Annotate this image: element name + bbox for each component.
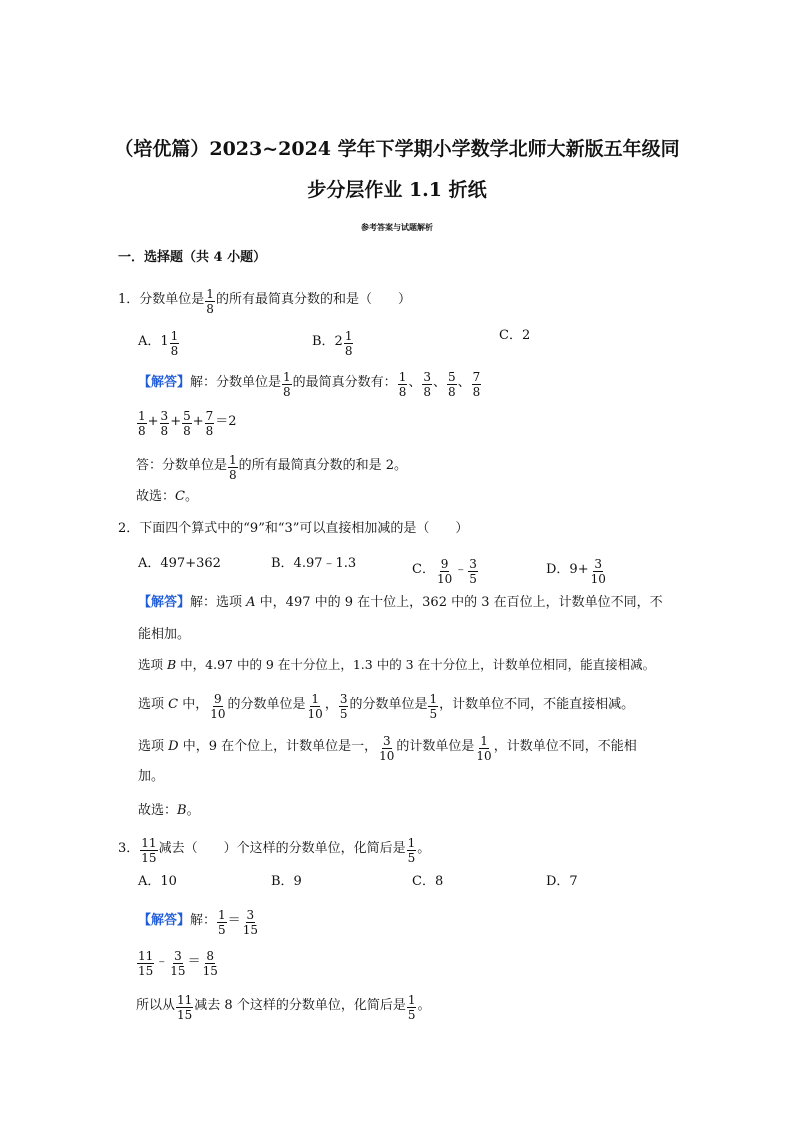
- fraction: $\frac{11}{15}$: [138, 949, 154, 978]
- q2-solution-line-6: 加。: [138, 769, 165, 784]
- q2-choice: 故选：B。: [138, 803, 200, 818]
- q3-stem: 3． $\frac{11}{15}$ 减去（ ）个这样的分数单位，化简后是 $\frac{1}{5}$ 。: [118, 836, 431, 865]
- fraction: $\frac{1}{5}$: [407, 993, 416, 1022]
- fraction: $\frac{1}{8}$: [229, 453, 237, 482]
- fraction: $\frac{3}{10}$: [379, 734, 395, 763]
- fraction: $\frac{1}{8}$: [344, 329, 353, 358]
- fraction: $\frac{1}{8}$: [206, 287, 214, 316]
- q3-solution-line-2: $\frac{11}{15}$ ﹣ $\frac{3}{15}$ ＝ $\frac{8}{15}$: [138, 949, 218, 978]
- fraction: $\frac{3}{5}$: [469, 557, 477, 586]
- answer-subtitle: 参考答案与试题解析: [361, 222, 433, 232]
- fraction: $\frac{3}{15}$: [242, 908, 258, 937]
- q1-option-a: A．1 $\frac{1}{8}$: [138, 329, 179, 358]
- q2-option-b: B．4.97﹣1.3: [271, 556, 357, 571]
- answer-label: 【解答】: [138, 375, 191, 390]
- fraction: $\frac{1}{8}$: [170, 329, 179, 358]
- q3-option-a: A．10: [138, 874, 177, 889]
- fraction: $\frac{3}{15}$: [170, 949, 186, 978]
- fraction: $\frac{7}{8}$: [205, 409, 214, 438]
- q1-stem-text-b: 的所有最简真分数的和是（ ）: [215, 292, 411, 307]
- q2-solution-line-4: 选项 C 中， $\frac{9}{10}$ 的分数单位是 $\frac{1}{10}$ ， $\frac{3}{5}$ 的分数单位是 $\frac{1}{5}$ ，计数单位不同，不能直接相减。: [138, 692, 635, 721]
- q2-solution-line-5: 选项 D 中，9 在个位上，计数单位是一， $\frac{3}{10}$ 的计数单位是 $\frac{1}{10}$ ，计数单位不同，不能相: [138, 734, 637, 763]
- q2-option-d: D．9+ $\frac{3}{10}$: [546, 557, 606, 586]
- q2-option-c: C． $\frac{9}{10}$ ﹣ $\frac{3}{5}$: [412, 557, 477, 586]
- q1-choice: 故选：C。: [136, 489, 198, 504]
- fraction: $\frac{3}{8}$: [160, 409, 169, 438]
- q3-option-c: C．8: [412, 874, 444, 889]
- fraction: $\frac{3}{8}$: [423, 370, 431, 399]
- page-title-line-1: （培优篇）2023~2024 学年下学期小学数学北师大新版五年级同: [114, 138, 680, 160]
- q2-stem: 2．下面四个算式中的“9”和“3”可以直接相加减的是（ ）: [118, 521, 469, 536]
- fraction: $\frac{5}{8}$: [448, 370, 456, 399]
- answer-label: 【解答】: [138, 913, 191, 928]
- q2-number: 2．: [118, 521, 140, 536]
- fraction: $\frac{8}{15}$: [202, 949, 218, 978]
- fraction: $\frac{11}{15}$: [177, 993, 193, 1022]
- fraction: $\frac{1}{5}$: [429, 692, 438, 721]
- answer-label: 【解答】: [138, 595, 191, 610]
- q1-sum-equation: $\frac{1}{8}$ + $\frac{3}{8}$ + $\frac{5}{8}$ + $\frac{7}{8}$ ＝2: [138, 409, 237, 438]
- fraction: $\frac{9}{10}$: [436, 557, 453, 586]
- q3-option-b: B．9: [271, 874, 302, 889]
- fraction: $\frac{1}{10}$: [307, 692, 323, 721]
- q1-stem-text-a: 分数单位是: [139, 292, 205, 307]
- fraction: $\frac{9}{10}$: [210, 692, 226, 721]
- q2-solution-line-1: 【解答】解：选项 A 中，497 中的 9 在十位上，362 中的 3 在百位上，计数单位不同，不: [138, 595, 663, 610]
- q3-number: 3．: [118, 841, 140, 856]
- fraction: $\frac{7}{8}$: [472, 370, 481, 399]
- q3-solution-line-1: 【解答】解： $\frac{1}{5}$ ＝ $\frac{3}{15}$: [138, 908, 258, 937]
- q1-solution-line-1: 【解答】解：分数单位是 $\frac{1}{8}$ 的最简真分数有： $\frac{1}{8}$ 、 $\frac{3}{8}$ 、 $\frac{5}{8}$ 、 $\frac{7}{8}$: [138, 370, 481, 399]
- page-title-line-2: 步分层作业 1.1 折纸: [307, 179, 487, 201]
- section-heading: 一．选择题（共 4 小题）: [118, 250, 267, 265]
- fraction: $\frac{3}{10}$: [590, 557, 606, 586]
- q1-conclusion: 答：分数单位是 $\frac{1}{8}$ 的所有最简真分数的和是 2。: [136, 453, 408, 482]
- fraction: $\frac{1}{8}$: [283, 370, 291, 399]
- q3-option-d: D．7: [546, 874, 578, 889]
- fraction: $\frac{1}{5}$: [407, 836, 416, 865]
- q1-number: 1．: [118, 292, 140, 307]
- q1-option-c: C．2: [499, 328, 531, 343]
- fraction: $\frac{3}{5}$: [339, 692, 348, 721]
- fraction: $\frac{1}{10}$: [476, 734, 492, 763]
- fraction: $\frac{1}{5}$: [218, 908, 226, 937]
- fraction: $\frac{1}{8}$: [398, 370, 407, 399]
- fraction: $\frac{11}{15}$: [141, 836, 157, 865]
- q3-conclusion: 所以从 $\frac{11}{15}$ 减去 8 个这样的分数单位，化简后是 $\frac{1}{5}$ 。: [136, 993, 431, 1022]
- q2-option-a: A．497+362: [138, 556, 221, 571]
- q1-option-b: B．2 $\frac{1}{8}$: [312, 329, 353, 358]
- q2-solution-line-3: 选项 B 中，4.97 中的 9 在十分位上，1.3 中的 3 在十分位上，计数单位相同，能直接相减。: [138, 657, 656, 672]
- fraction: $\frac{5}{8}$: [183, 409, 191, 438]
- q1-stem: [118, 285, 411, 314]
- q2-solution-line-2: 能相加。: [138, 627, 191, 642]
- fraction: $\frac{1}{8}$: [138, 409, 146, 438]
